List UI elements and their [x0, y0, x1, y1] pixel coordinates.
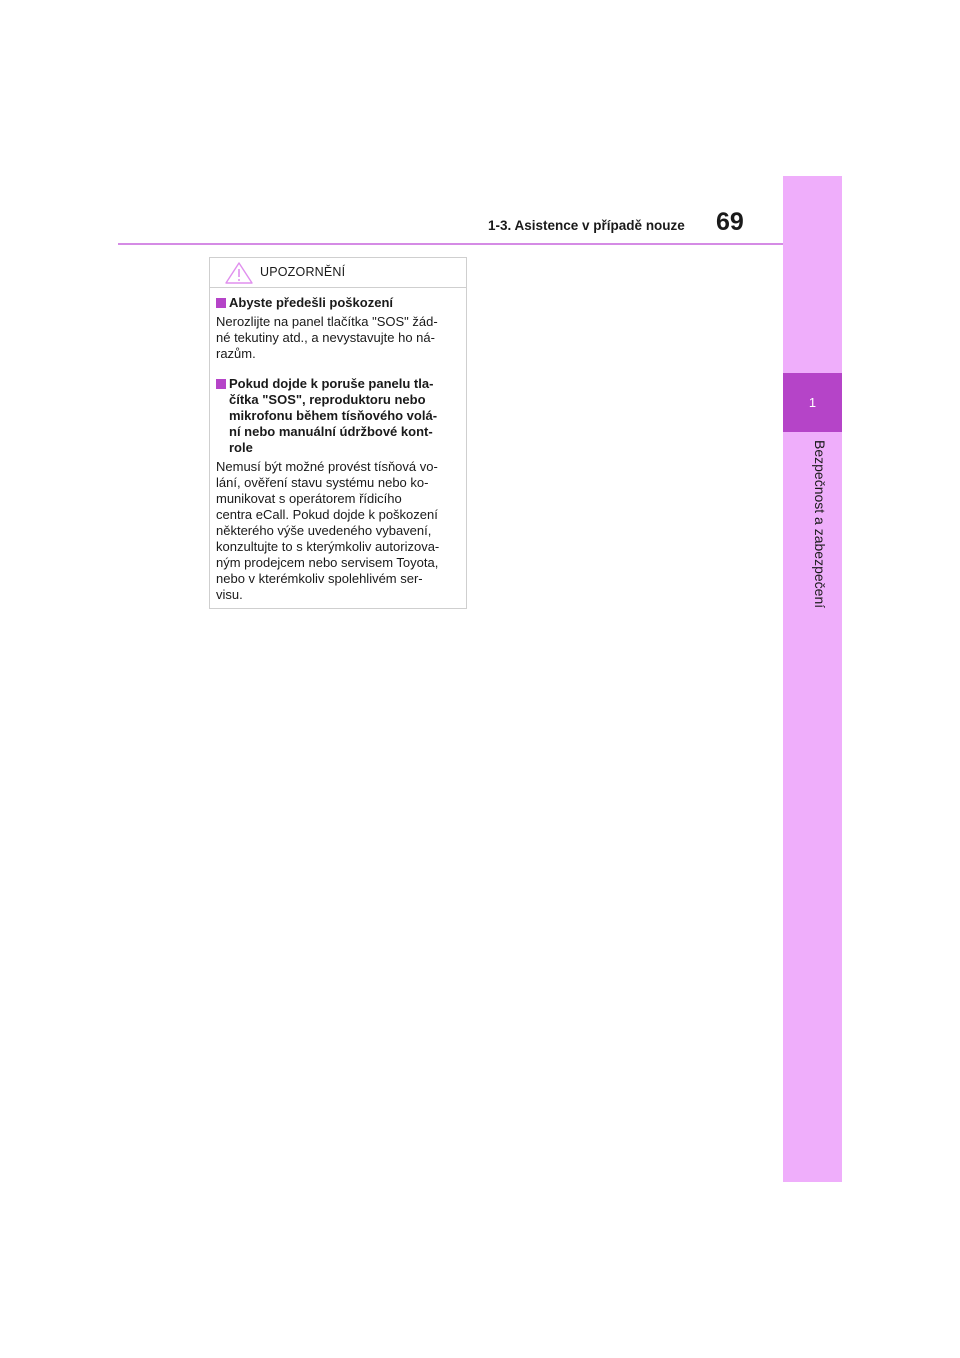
chapter-title: Bezpečnost a zabezpečení: [812, 440, 828, 609]
section-heading-text: Pokud dojde k poruše panelu tla- čítka "SOS", reproduktoru nebo mikrofonu během tísňového volá- ní nebo manuální údržbové kont- role: [229, 376, 438, 455]
bullet-square-icon: [216, 298, 226, 308]
section-heading-text: Abyste předešli poškození: [229, 295, 393, 310]
warning-title: UPOZORNĚNÍ: [260, 265, 346, 279]
chapter-number-box: [783, 373, 842, 432]
section-heading: [216, 376, 462, 456]
section-heading: [216, 295, 462, 311]
page-number: 69: [716, 208, 744, 236]
section-text: Nemusí být možné provést tísňová vo- lání, ověření stavu systému nebo ko- munikovat s operátorem řídicího centra eCall. Pokud dojde k poškození některého výše uvedeného vybavení, konzultujte to s kterýmkoliv autorizova- ným prodejcem nebo servisem Toyota, nebo v kterémkoliv spolehlivém ser- visu.: [216, 459, 440, 602]
warning-triangle-icon: [225, 262, 253, 284]
chapter-number: 1: [808, 395, 817, 410]
warning-box: [209, 257, 467, 609]
bullet-square-icon: [216, 379, 226, 389]
side-tab: [783, 176, 842, 1182]
header-rule: [118, 243, 783, 245]
warning-header: [210, 258, 466, 288]
section-title: 1-3. Asistence v případě nouze: [488, 218, 685, 233]
section-text: Nerozlijte na panel tlačítka "SOS" žád- né tekutiny atd., a nevystavujte ho ná- razům.: [216, 314, 438, 361]
warning-body: [210, 288, 466, 603]
